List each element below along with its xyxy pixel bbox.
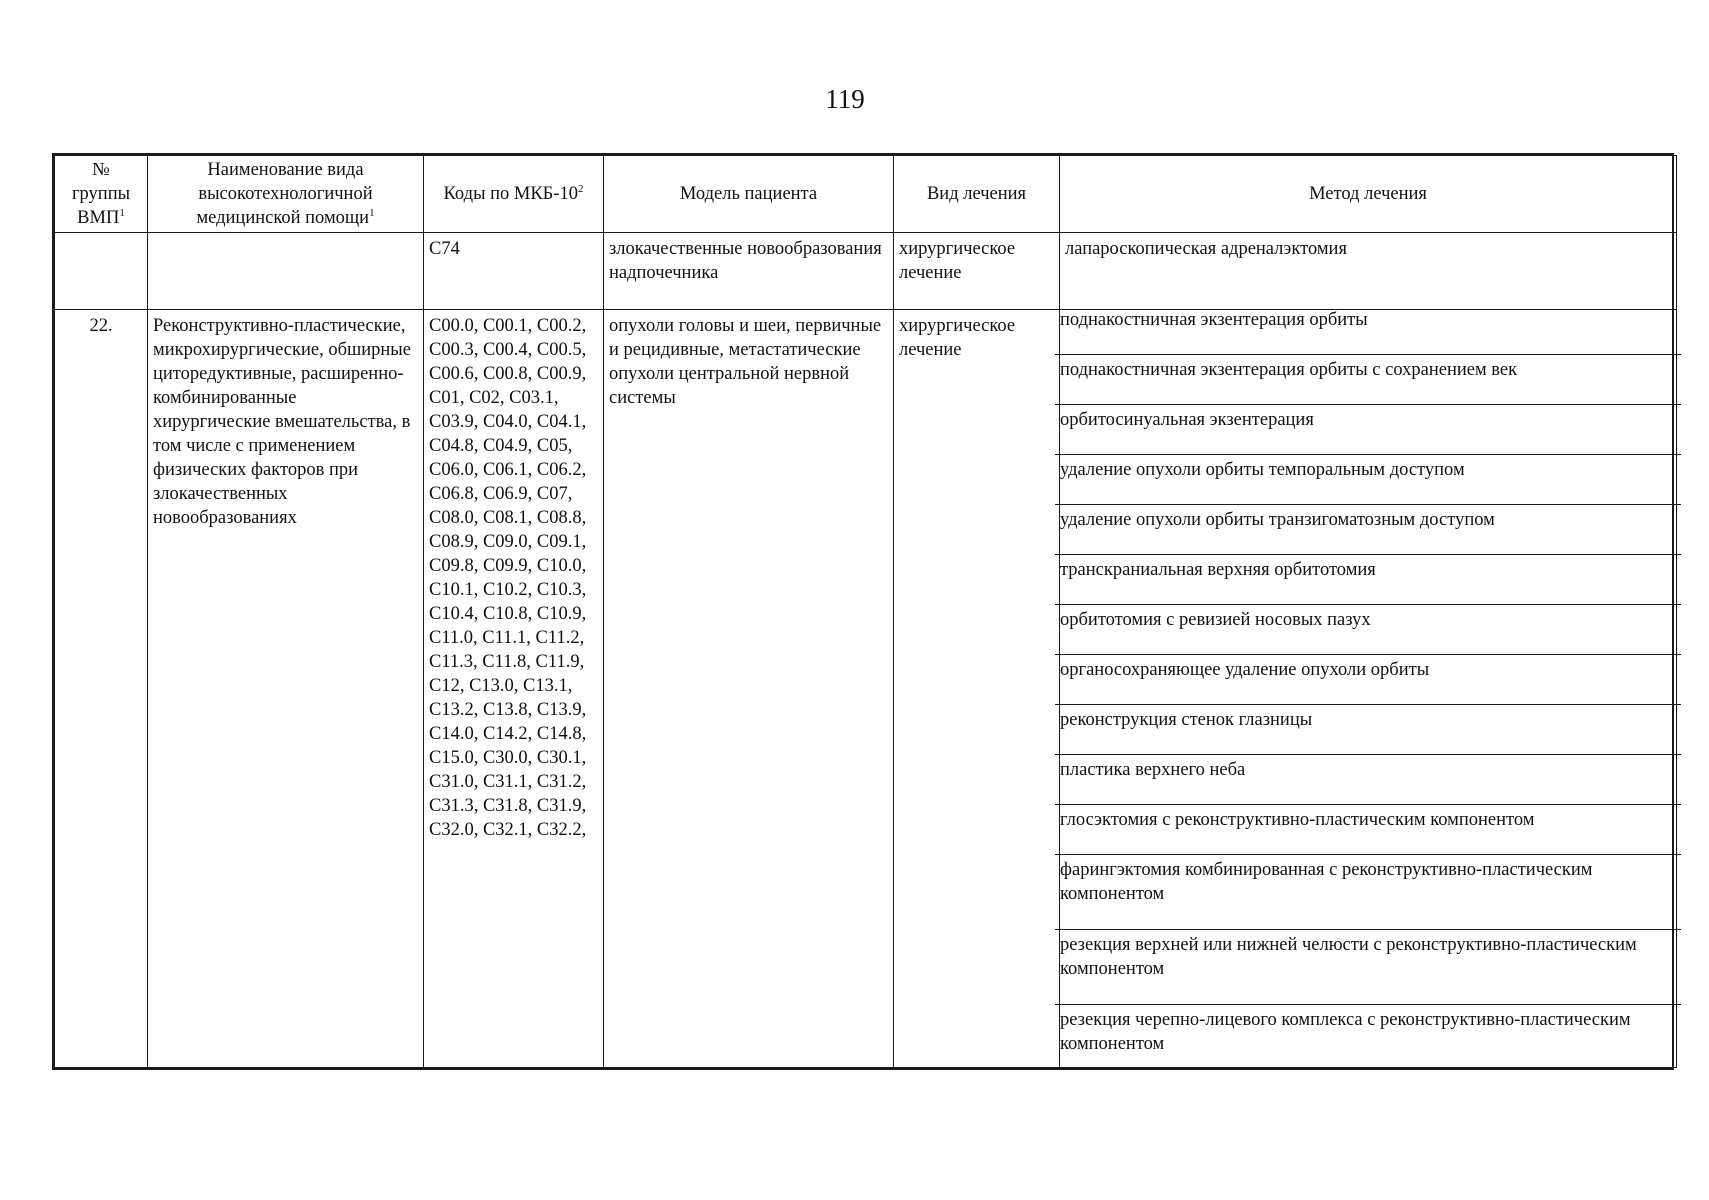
cell-name: Реконструктивно-пластические, микрохирургические, обширные циторедуктивные, расширенно-комбинированные хирургические вмешательства, в том числе с применением физических факторов при злокачественных новообразованиях	[148, 310, 424, 1068]
method-item: орбитотомия с ревизией носовых пазух	[1055, 605, 1681, 655]
method-item: фарингэктомия комбинированная с реконструктивно-пластическим компонентом	[1055, 855, 1681, 930]
cell-codes: C00.0, C00.1, C00.2, C00.3, C00.4, C00.5, C00.6, C00.8, C00.9, C01, C02, C03.1, C03.9, C04.0, C04.1, C04.8, C04.9, C05, C06.0, C06.1, C06.2, C06.8, C06.9, C07, C08.0, C08.1, C08.8, C08.9, C09.0, C09.1, C09.8, C09.9, C10.0, C10.1, C10.2, C10.3, C10.4, C10.8, C10.9, C11.0, C11.1, C11.2, C11.3, C11.8, C11.9, C12, C13.0, C13.1, C13.2, C13.8, C13.9, C14.0, C14.2, C14.8, C15.0, C30.0, C30.1, C31.0, C31.1, C31.2, C31.3, C31.8, C31.9, C32.0, C32.1, C32.2,	[424, 310, 604, 1068]
cell-methods	[1060, 310, 1677, 1068]
method-item: удаление опухоли орбиты темпоральным доступом	[1055, 455, 1681, 505]
cell-treatment-type: хирургическое лечение	[894, 233, 1060, 310]
method-item: поднакостничная экзентерация орбиты с сохранением век	[1055, 355, 1681, 405]
method-item: резекция верхней или нижней челюсти с реконструктивно-пластическим компонентом	[1055, 930, 1681, 1005]
treatment-table	[52, 153, 1674, 1070]
method-item: органосохраняющее удаление опухоли орбиты	[1055, 655, 1681, 705]
header-treatment-type: Вид лечения	[894, 156, 1060, 233]
header-patient-model: Модель пациента	[604, 156, 894, 233]
method-item: удаление опухоли орбиты транзигоматозным доступом	[1055, 505, 1681, 555]
header-group-no: № группы ВМП$^1$	[55, 156, 148, 233]
cell-group-no: 22.	[55, 310, 148, 1068]
cell-treatment-type: хирургическое лечение	[894, 310, 1060, 1068]
table-row-22	[55, 310, 1677, 1068]
method-item: орбитосинуальная экзентерация	[1055, 405, 1681, 455]
method-item: транскраниальная верхняя орбитотомия	[1055, 555, 1681, 605]
table-row-continued	[55, 233, 1677, 310]
cell-patient-model: опухоли головы и шеи, первичные и рецидивные, метастатические опухоли центральной нервной системы	[604, 310, 894, 1068]
cell-method: лапароскопическая адреналэктомия	[1060, 233, 1677, 310]
header-name: Наименование вида высокотехнологичной медицинской помощи$^1$	[148, 156, 424, 233]
methods-list	[1055, 305, 1681, 1062]
page-number: 119	[825, 84, 865, 114]
method-item: глосэктомия с реконструктивно-пластическим компонентом	[1055, 805, 1681, 855]
treatment-table-grid	[54, 155, 1677, 1068]
method-item: поднакостничная экзентерация орбиты	[1055, 305, 1681, 355]
header-method: Метод лечения	[1060, 156, 1677, 233]
cell-group-no	[55, 233, 148, 310]
header-codes: Коды по МКБ-$10^2$	[424, 156, 604, 233]
cell-patient-model: злокачественные новообразования надпочечника	[604, 233, 894, 310]
table-header-row	[55, 156, 1677, 233]
cell-codes: C74	[424, 233, 604, 310]
method-item: реконструкция стенок глазницы	[1055, 705, 1681, 755]
method-item: пластика верхнего неба	[1055, 755, 1681, 805]
method-item: резекция черепно-лицевого комплекса с реконструктивно-пластическим компонентом	[1060, 1010, 1631, 1054]
cell-name	[148, 233, 424, 310]
